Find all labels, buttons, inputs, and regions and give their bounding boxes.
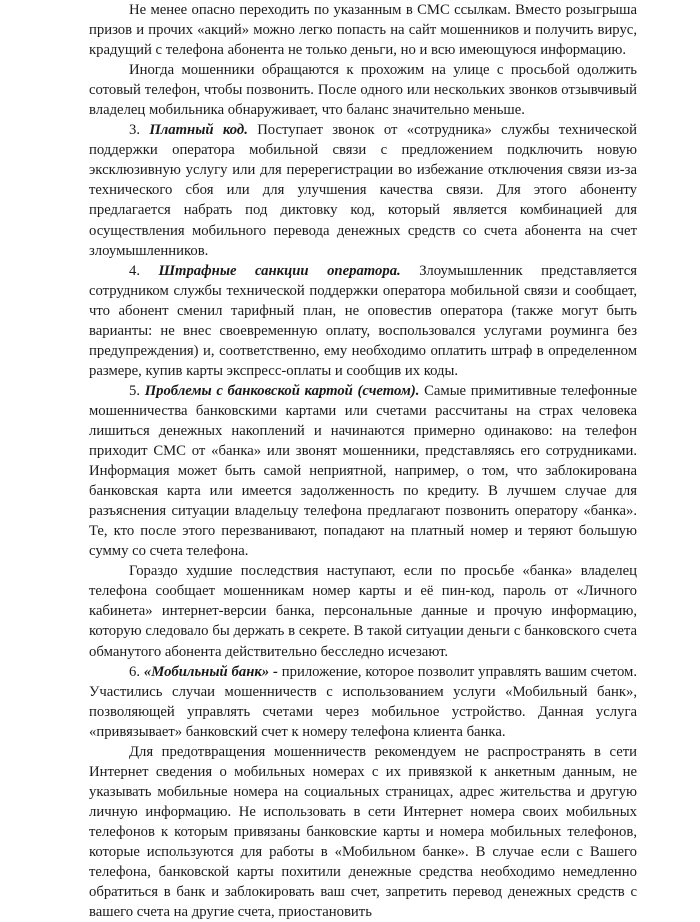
item-number: 5. [129, 382, 141, 399]
item-number: 6. [129, 663, 141, 680]
paragraph-text: Самые примитивные телефонные мошенничества банковскими картами или счетами рассчитаны на страх человека лишиться денежных накоплений и начинаются примерно одинаково: на телефон приходит СМС от «банка» или звонят мошенники, представляясь его сотрудниками. Информация может быть самой неприятной, например, о том, что заблокирована банковская карта или имеется задолженность по кредиту. В лучшем случае для разъяснения ситуации владельцу телефона предлагают позвонить оператору «банка». Те, кто после этого перезванивают, попадают на платный номер и теряют большую сумму со счета телефона. [89, 382, 638, 560]
document-body [89, 0, 637, 922]
item-title: «Мобильный банк» - [143, 663, 278, 680]
item-title: Штрафные санкции оператора. [158, 262, 401, 279]
paragraph-text: Гораздо худшие последствия наступают, если по просьбе «банка» владелец телефона сообщает мошенникам номер карты и её пин-код, пароль от «Личного кабинета» интернет-версии банка, персональные данные и прочую информацию, которую следовало бы держать в секрете. В такой ситуации деньги с банковского счета обманутого абонента действительно бесследно исчезают. [89, 563, 637, 660]
item-number: 4. [129, 262, 141, 279]
paragraph-text: Иногда мошенники обращаются к прохожим на улице с просьбой одолжить сотовый телефон, чтобы позвонить. После одного или нескольких звонков отзывчивый владелец мобильника обнаруживает, что баланс значительно меньше. [89, 62, 637, 119]
paragraph-paid-code [89, 120, 637, 260]
paragraph-text: приложение, которое позволит управлять вашим счетом. Участились случаи мошенничеств с использованием услуги «Мобильный банк», позволяющей управлять счетами через мобильное устройство. Данная услуга «привязывает» банковский счет к номеру телефона клиента банка. [89, 663, 638, 740]
paragraph-text: Злоумышленник представляется сотрудником службы технической поддержки оператора мобильной связи и сообщает, что абонент сменил тарифный план, не оповестив оператора (также могут быть варианты: не внес своевременную оплату, воспользовался услугами роуминга без предупреждения) и, соответственно, ему необходимо оплатить штраф в определенном размере, купив карты экспресс-оплаты и сообщив их коды. [89, 262, 637, 379]
paragraph-worse-consequences [89, 561, 637, 661]
paragraph-text: Не менее опасно переходить по указанным в СМС ссылкам. Вместо розыгрыша призов и прочих «акций» можно легко попасть на сайт мошенников и получить вирус, крадущий с телефона абонента не только деньги, но и всю имеющуюся информацию. [89, 2, 637, 59]
paragraph-sms-links [89, 0, 637, 60]
paragraph-text: Поступает звонок от «сотрудника» службы технической поддержки оператора мобильной связи с предложением подключить новую эксклюзивную услугу или для перерегистрации во избежание отключения связи из-за технического сбоя или для улучшения качества связи. Для этого абоненту предлагается набрать под диктовку код, который является комбинацией для осуществления мобильного перевода денежных средств со счета абонента на счет злоумышленников. [89, 122, 637, 259]
paragraph-bank-card-problems [89, 381, 637, 561]
item-title: Платный код. [149, 122, 248, 139]
paragraph-operator-fines [89, 261, 637, 381]
paragraph-borrowed-phone [89, 60, 637, 120]
paragraph-text: Для предотвращения мошенничеств рекомендуем не распространять в сети Интернет сведения о мобильных номерах с их привязкой к анкетным данным, не указывать мобильные номера на социальных страницах, адрес жительства и другую личную информацию. Не использовать в сети Интернет номера своих мобильных телефонов к которым привязаны банковские карты и номера мобильных телефонов, которые используются для работы в «Мобильном банке». В случае если с Вашего телефона, банковской карты похитили денежные средства необходимо немедленно обратиться в банк и заблокировать ваш счет, запретить перевод денежных средств с вашего счета на другие счета, приостановить [89, 743, 637, 921]
paragraph-mobile-bank [89, 662, 637, 742]
item-title: Проблемы с банковской картой (счетом). [144, 382, 420, 399]
item-number: 3. [129, 122, 141, 139]
paragraph-prevention [89, 742, 637, 922]
